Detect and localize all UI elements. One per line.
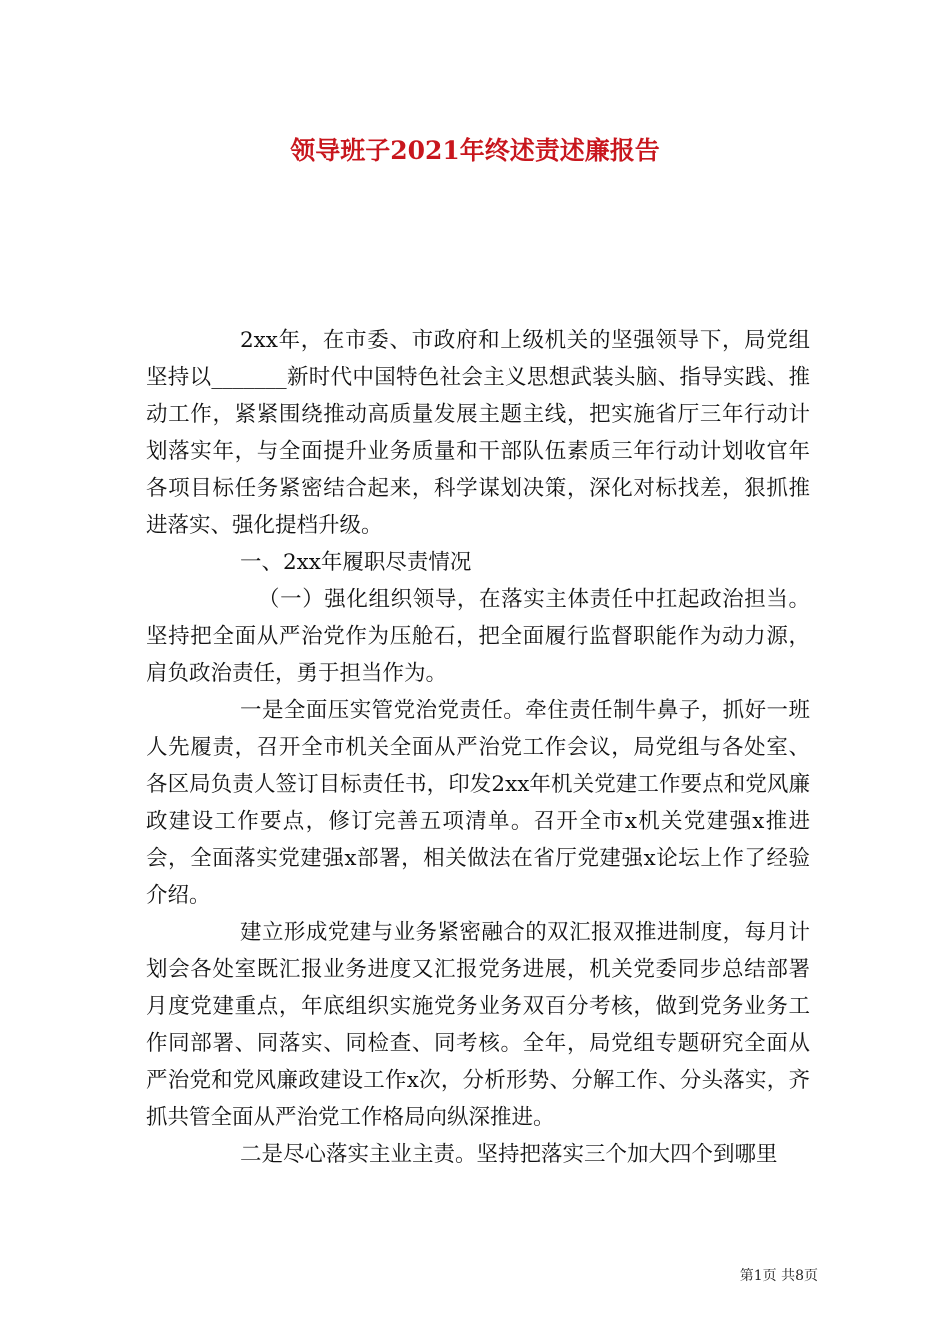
paragraph-point-1: 一是全面压实管党治党责任。牵住责任制牛鼻子，抓好一班人先履责，召开全市机关全面从严治党工作会议，局党组与各处室、各区局负责人签订目标责任书，印发2xx年机关党建工作要点和党风廉政建设工作要点，修订完善五项清单。召开全市x机关党建强x推进会，全面落实党建强x部署，相关做法在省厅党建强x论坛上作了经验介绍。 bbox=[146, 698, 810, 908]
paragraph-intro: 2xx年，在市委、市政府和上级机关的坚强领导下，局党组坚持以_______新时代中国特色社会主义思想武装头脑、指导实践、推动工作，紧紧围绕推动高质量发展主题主线，把实施省厅三年行动计划落实年，与全面提升业务质量和干部队伍素质三年行动计划收官年各项目标任务紧密结合起来，科学谋划决策，深化对标找差，狠抓推进落实、强化提档升级。 bbox=[146, 328, 810, 538]
page-number-footer: 第1页 共8页 bbox=[739, 1268, 818, 1284]
section-heading-1: 一、2xx年履职尽责情况 bbox=[240, 550, 472, 575]
document-title: 领导班子2021年终述责述廉报告 bbox=[290, 136, 660, 165]
document-body bbox=[146, 322, 810, 1173]
subsection-heading-1: （一）强化组织领导，在落实主体责任中扛起政治担当。坚持把全面从严治党作为压舱石，把全面履行监督职能作为动力源，肩负政治责任，勇于担当作为。 bbox=[146, 587, 810, 686]
paragraph-dual-report: 建立形成党建与业务紧密融合的双汇报双推进制度，每月计划会各处室既汇报业务进度又汇报党务进展，机关党委同步总结部署月度党建重点，年底组织实施党务业务双百分考核，做到党务业务工作同部署、同落实、同检查、同考核。全年，局党组专题研究全面从严治党和党风廉政建设工作x次，分析形势、分解工作、分头落实，齐抓共管全面从严治党工作格局向纵深推进。 bbox=[146, 920, 810, 1130]
paragraph-point-2: 二是尽心落实主业主责。坚持把落实三个加大四个到哪里 bbox=[240, 1142, 778, 1167]
